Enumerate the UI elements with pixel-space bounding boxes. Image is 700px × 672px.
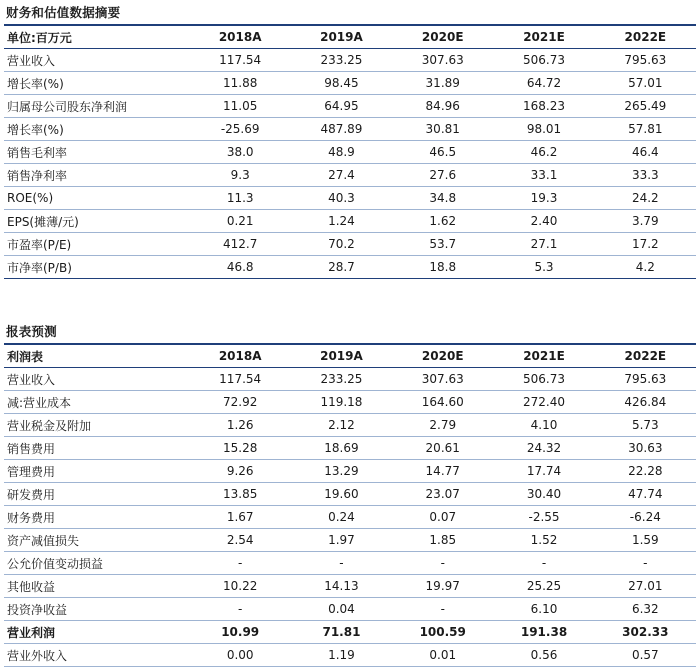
table-row — [4, 529, 696, 552]
value-cell: 191.38 — [520, 625, 568, 639]
value-cell: 302.33 — [622, 625, 669, 639]
header-year-cell: 2018A — [218, 30, 262, 44]
value-cell: 119.18 — [320, 395, 363, 409]
value-cell: 307.63 — [421, 372, 464, 386]
value-cell: 24.2 — [631, 191, 659, 205]
value-cell: 1.52 — [530, 533, 558, 547]
value-cell: 98.01 — [526, 122, 562, 136]
value-cell: 2.12 — [328, 418, 355, 432]
value-cell: 1.62 — [429, 214, 457, 228]
value-cell: 46.2 — [530, 145, 558, 159]
value-cell: 48.9 — [328, 145, 355, 159]
value-cell: 14.77 — [425, 464, 460, 478]
value-cell: 17.2 — [631, 237, 659, 251]
header-year-cell: 2020E — [421, 349, 464, 363]
value-cell: 0.04 — [328, 602, 355, 616]
value-cell: 1.24 — [328, 214, 355, 228]
value-cell: 27.6 — [429, 168, 457, 182]
row-label-cell: 销售毛利率 — [7, 145, 68, 160]
value-cell: 70.2 — [328, 237, 355, 251]
value-cell: 9.3 — [230, 168, 250, 182]
value-cell: - — [238, 602, 243, 616]
table-row — [4, 72, 696, 95]
row-label-cell: 市盈率(P/E) — [7, 237, 72, 252]
header-year-cell: 2021E — [523, 30, 565, 44]
row-label-cell: 营业利润 — [7, 625, 56, 640]
value-cell: 25.25 — [526, 579, 562, 593]
value-cell: 31.89 — [425, 76, 460, 90]
table-row — [4, 210, 696, 233]
value-cell: 1.26 — [226, 418, 254, 432]
value-cell: 100.59 — [419, 625, 466, 639]
value-cell: 6.10 — [530, 602, 558, 616]
header-label-cell: 利润表 — [7, 349, 44, 364]
value-cell: 46.4 — [631, 145, 659, 159]
value-cell: 11.88 — [222, 76, 258, 90]
value-cell: 30.40 — [526, 487, 562, 501]
value-cell: 30.63 — [628, 441, 663, 455]
header-year-cell: 2018A — [218, 349, 262, 363]
value-cell: 46.5 — [429, 145, 457, 159]
value-cell: 233.25 — [320, 372, 363, 386]
header-year-cell: 2022E — [624, 349, 667, 363]
value-cell: 20.61 — [425, 441, 460, 455]
value-cell: 46.8 — [226, 260, 254, 274]
value-cell: - — [440, 556, 445, 570]
row-label-cell: 营业税金及附加 — [7, 418, 92, 433]
value-cell: -2.55 — [528, 510, 560, 524]
table-row — [4, 49, 696, 72]
table-row — [4, 414, 696, 437]
table-row — [4, 164, 696, 187]
value-cell: 27.01 — [628, 579, 663, 593]
value-cell: 0.56 — [530, 648, 558, 662]
value-cell: 164.60 — [421, 395, 464, 409]
value-cell: 487.89 — [320, 122, 363, 136]
table-row — [4, 644, 696, 667]
row-label-cell: 增长率(%) — [7, 76, 64, 91]
row-label-cell: 营业收入 — [7, 53, 56, 68]
value-cell: 28.7 — [328, 260, 355, 274]
value-cell: 1.85 — [429, 533, 457, 547]
value-cell: 24.32 — [526, 441, 562, 455]
table-row — [4, 483, 696, 506]
header-label-cell: 单位:百万元 — [7, 30, 72, 45]
value-cell: 10.22 — [222, 579, 258, 593]
summary-table — [4, 24, 696, 279]
value-cell: 13.29 — [324, 464, 359, 478]
value-cell: 57.81 — [628, 122, 663, 136]
value-cell: 10.99 — [221, 625, 260, 639]
value-cell: 0.57 — [631, 648, 659, 662]
table-row — [4, 141, 696, 164]
summary-section-title: 财务和估值数据摘要 — [6, 5, 121, 20]
value-cell: -6.24 — [629, 510, 661, 524]
forecast-table — [4, 343, 696, 667]
value-cell: 795.63 — [624, 53, 667, 67]
row-label-cell: 研发费用 — [7, 487, 56, 502]
value-cell: 15.28 — [222, 441, 258, 455]
table-header-row — [4, 344, 696, 368]
value-cell: 18.8 — [429, 260, 457, 274]
value-cell: 47.74 — [628, 487, 663, 501]
value-cell: 19.3 — [530, 191, 558, 205]
value-cell: 6.32 — [631, 602, 659, 616]
value-cell: 64.95 — [324, 99, 359, 113]
table-row — [4, 368, 696, 391]
value-cell: - — [440, 602, 445, 616]
value-cell: 506.73 — [523, 53, 566, 67]
value-cell: 11.3 — [226, 191, 254, 205]
value-cell: 0.01 — [429, 648, 457, 662]
row-label-cell: 销售费用 — [7, 441, 56, 456]
value-cell: 5.73 — [631, 418, 659, 432]
value-cell: 5.3 — [534, 260, 554, 274]
table-row — [4, 118, 696, 141]
value-cell: 13.85 — [222, 487, 258, 501]
table-row — [4, 233, 696, 256]
header-year-cell: 2022E — [624, 30, 667, 44]
value-cell: 19.60 — [324, 487, 359, 501]
row-label-cell: 财务费用 — [7, 510, 56, 525]
value-cell: 506.73 — [523, 372, 566, 386]
value-cell: 33.3 — [631, 168, 659, 182]
value-cell: 412.7 — [222, 237, 258, 251]
table-row — [4, 506, 696, 529]
table-row — [4, 391, 696, 414]
table-row — [4, 598, 696, 621]
value-cell: 38.0 — [226, 145, 254, 159]
value-cell: 1.67 — [226, 510, 254, 524]
value-cell: 2.79 — [429, 418, 457, 432]
row-label-cell: ROE(%) — [7, 191, 54, 205]
value-cell: 40.3 — [328, 191, 355, 205]
value-cell: 4.10 — [530, 418, 558, 432]
row-label-cell: 管理费用 — [7, 464, 56, 479]
value-cell: 98.45 — [324, 76, 359, 90]
row-label-cell: 增长率(%) — [7, 122, 64, 137]
row-label-cell: 资产减值损失 — [7, 533, 80, 548]
value-cell: 795.63 — [624, 372, 667, 386]
table-row — [4, 621, 696, 644]
table-row — [4, 256, 696, 279]
row-label-cell: 投资净收益 — [7, 602, 68, 617]
value-cell: 18.69 — [324, 441, 359, 455]
value-cell: 3.79 — [631, 214, 659, 228]
row-label-cell: 市净率(P/B) — [7, 260, 72, 275]
table-row — [4, 187, 696, 210]
value-cell: 2.54 — [226, 533, 254, 547]
value-cell: 57.01 — [628, 76, 663, 90]
value-cell: 27.1 — [530, 237, 558, 251]
table-row — [4, 552, 696, 575]
table-row — [4, 460, 696, 483]
value-cell: 307.63 — [421, 53, 464, 67]
value-cell: 0.24 — [328, 510, 355, 524]
value-cell: 0.00 — [226, 648, 254, 662]
value-cell: 1.59 — [631, 533, 659, 547]
header-year-cell: 2019A — [320, 30, 363, 44]
value-cell: - — [541, 556, 547, 570]
table-row — [4, 437, 696, 460]
value-cell: 34.8 — [429, 191, 457, 205]
value-cell: - — [238, 556, 243, 570]
value-cell: 30.81 — [425, 122, 460, 136]
value-cell: 33.1 — [530, 168, 558, 182]
table-header-row — [4, 25, 696, 49]
value-cell: 53.7 — [429, 237, 457, 251]
row-label-cell: 营业外收入 — [7, 648, 68, 663]
value-cell: 72.92 — [222, 395, 258, 409]
value-cell: 0.21 — [226, 214, 254, 228]
value-cell: 9.26 — [226, 464, 254, 478]
table-row — [4, 575, 696, 598]
header-year-cell: 2020E — [421, 30, 464, 44]
value-cell: 19.97 — [425, 579, 460, 593]
value-cell: 233.25 — [320, 53, 363, 67]
value-cell: 27.4 — [328, 168, 355, 182]
row-label-cell: 归属母公司股东净利润 — [7, 99, 128, 114]
value-cell: 22.28 — [628, 464, 663, 478]
value-cell: 64.72 — [526, 76, 562, 90]
header-year-cell: 2021E — [523, 349, 565, 363]
row-label-cell: 营业收入 — [7, 372, 56, 387]
value-cell: 0.07 — [429, 510, 457, 524]
row-label-cell: EPS(摊薄/元) — [7, 214, 79, 229]
value-cell: 14.13 — [324, 579, 359, 593]
value-cell: 84.96 — [425, 99, 460, 113]
value-cell: 265.49 — [624, 99, 667, 113]
row-label-cell: 减:营业成本 — [7, 395, 72, 410]
value-cell: 117.54 — [219, 372, 262, 386]
value-cell: 1.19 — [328, 648, 355, 662]
row-label-cell: 销售净利率 — [7, 168, 68, 183]
value-cell: 4.2 — [635, 260, 655, 274]
value-cell: 71.81 — [322, 625, 361, 639]
value-cell: 11.05 — [222, 99, 258, 113]
forecast-section-title: 报表预测 — [6, 324, 57, 339]
header-year-cell: 2019A — [320, 349, 363, 363]
value-cell: 117.54 — [219, 53, 262, 67]
table-row — [4, 95, 696, 118]
value-cell: 426.84 — [624, 395, 667, 409]
value-cell: 23.07 — [425, 487, 460, 501]
value-cell: - — [643, 556, 648, 570]
value-cell: 2.40 — [530, 214, 558, 228]
value-cell: -25.69 — [220, 122, 260, 136]
row-label-cell: 公允价值变动损益 — [7, 556, 104, 571]
row-label-cell: 其他收益 — [7, 579, 56, 594]
value-cell: 168.23 — [523, 99, 566, 113]
value-cell: 17.74 — [526, 464, 562, 478]
value-cell: - — [339, 556, 344, 570]
value-cell: 272.40 — [523, 395, 566, 409]
value-cell: 1.97 — [328, 533, 355, 547]
